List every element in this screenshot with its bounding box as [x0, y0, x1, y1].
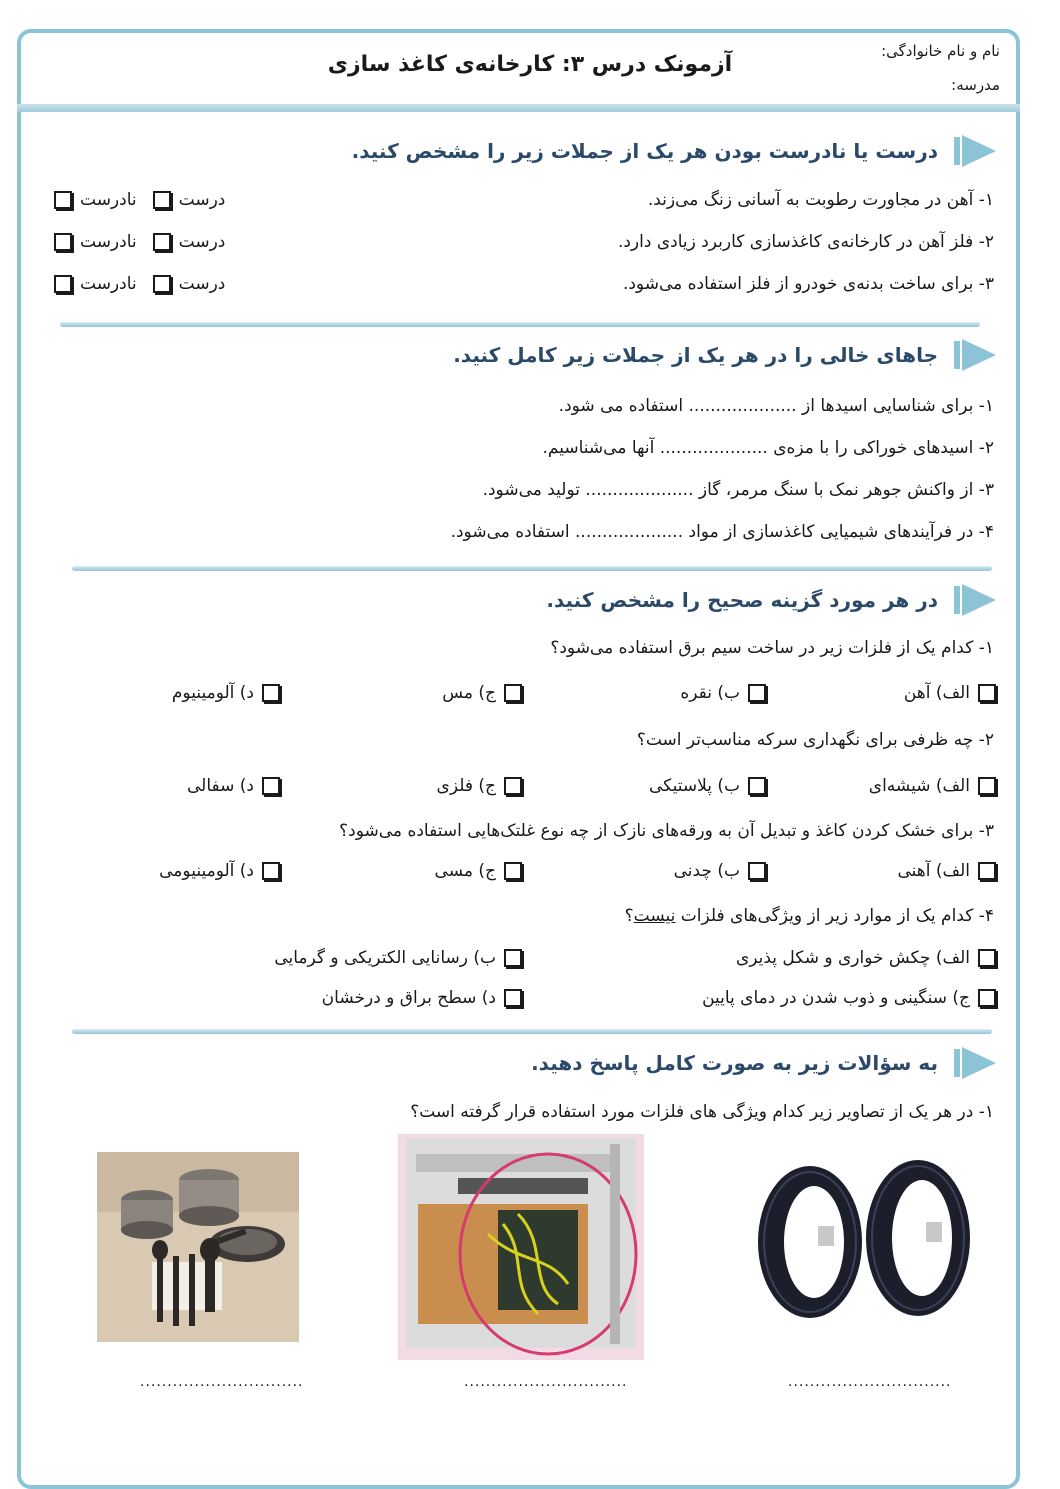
checkbox[interactable]	[504, 684, 522, 702]
mc2-option-d[interactable]: د) سفالی	[187, 776, 280, 796]
false-checkbox-1[interactable]	[54, 191, 72, 209]
checkbox[interactable]	[978, 989, 996, 1007]
section-fill-blank-header	[453, 338, 996, 372]
section-title: در هر مورد گزینه صحیح را مشخص کنید.	[546, 588, 938, 612]
mc-question-3: ۳- برای خشک کردن کاغذ و تبدیل آن به ورقه‌های نازک از چه نوع غلتک‌هایی استفاده می‌شود؟	[339, 821, 994, 841]
cookware-picture	[97, 1152, 299, 1342]
fill-blank-4: ۴- در فرآیندهای شیمیایی کاغذسازی از مواد .................... استفاده می‌شود.	[450, 522, 994, 542]
section-divider	[72, 1029, 992, 1034]
mc1-option-c[interactable]: ج) مس	[442, 683, 522, 703]
tf-statement-3: ۳- برای ساخت بدنه‌ی خودرو از فلز استفاده می‌شود.	[622, 274, 994, 294]
checkbox[interactable]	[262, 862, 280, 880]
checkbox[interactable]	[748, 684, 766, 702]
checkbox[interactable]	[978, 862, 996, 880]
answer-blank-1[interactable]: ..............................	[140, 1374, 304, 1390]
checkbox[interactable]	[748, 777, 766, 795]
section-title: جاهای خالی را در هر یک از جملات زیر کامل کنید.	[453, 343, 938, 367]
page-title: آزمونک درس ۳: کارخانه‌ی کاغذ سازی	[327, 52, 733, 77]
mc4-option-a[interactable]: الف) چکش خواری و شکل پذیری	[736, 948, 996, 968]
mc3-option-c[interactable]: ج) مسی	[435, 861, 522, 881]
section-title: درست یا نادرست بودن هر یک از جملات زیر را مشخص کنید.	[351, 139, 938, 163]
section-descriptive-header	[531, 1046, 996, 1080]
arrow-icon	[952, 1047, 996, 1079]
false-checkbox-2[interactable]	[54, 233, 72, 251]
checkbox[interactable]	[504, 777, 522, 795]
checkbox[interactable]	[978, 949, 996, 967]
mc2-option-b[interactable]: ب) پلاستیکی	[649, 776, 766, 796]
checkbox[interactable]	[504, 862, 522, 880]
mc1-option-d[interactable]: د) آلومینیوم	[172, 683, 280, 703]
checkbox[interactable]	[504, 989, 522, 1007]
mc1-option-b[interactable]: ب) نقره	[680, 683, 766, 703]
true-checkbox-1[interactable]	[153, 191, 171, 209]
mc1-option-a[interactable]: الف) آهن	[904, 683, 996, 703]
section-divider	[60, 322, 980, 327]
mc4-option-c[interactable]: ج) سنگینی و ذوب شدن در دمای پایین	[702, 988, 996, 1008]
false-checkbox-3[interactable]	[54, 275, 72, 293]
arrow-icon	[952, 584, 996, 616]
section-true-false-header	[352, 134, 996, 168]
tf-options-1: درست نادرست	[46, 190, 233, 210]
fill-blank-3: ۳- از واکنش جوهر نمک با سنگ مرمر، گاز .................... تولید می‌شود.	[482, 480, 994, 500]
section-divider	[72, 566, 992, 571]
name-field-label: نام و نام خانوادگی:	[881, 42, 1000, 60]
mc4-option-b[interactable]: ب) رسانایی الکتریکی و گرمایی	[274, 948, 522, 968]
tf-statement-2: ۲- فلز آهن در کارخانه‌ی کاغذسازی کاربرد زیادی دارد.	[617, 232, 994, 252]
mc3-option-a[interactable]: الف) آهنی	[897, 861, 996, 881]
checkbox[interactable]	[978, 684, 996, 702]
arrow-icon	[952, 339, 996, 371]
checkbox[interactable]	[262, 684, 280, 702]
checkbox[interactable]	[978, 777, 996, 795]
header-separator	[17, 104, 1020, 112]
checkbox[interactable]	[748, 862, 766, 880]
tf-options-3: درست نادرست	[46, 274, 233, 294]
checkbox[interactable]	[262, 777, 280, 795]
mc2-option-a[interactable]: الف) شیشه‌ای	[869, 776, 996, 796]
answer-blank-2[interactable]: ..............................	[464, 1374, 628, 1390]
tf-statement-1: ۱- آهن در مجاورت رطوبت به آسانی زنگ می‌زند.	[647, 190, 994, 210]
true-checkbox-2[interactable]	[153, 233, 171, 251]
true-checkbox-3[interactable]	[153, 275, 171, 293]
fill-blank-2: ۲- اسیدهای خوراکی را با مزه‌ی .................... آنها می‌شناسیم.	[542, 438, 994, 458]
mc-question-1: ۱- کدام یک از فلزات زیر در ساخت سیم برق استفاده می‌شود؟	[550, 638, 994, 658]
arrow-icon	[952, 135, 996, 167]
school-field-label: مدرسه:	[951, 76, 1000, 94]
underlined-word: نیست	[633, 906, 676, 926]
section-multiple-choice-header	[546, 583, 996, 617]
mc2-option-c[interactable]: ج) فلزی	[437, 776, 522, 796]
checkbox[interactable]	[504, 949, 522, 967]
electrical-panel-picture	[398, 1134, 644, 1360]
steel-coils-picture	[748, 1152, 988, 1330]
mc3-option-b[interactable]: ب) چدنی	[674, 861, 766, 881]
mc-question-4: ۴- کدام یک از موارد زیر از ویژگی‌های فلزات نیست؟	[624, 906, 994, 926]
fill-blank-1: ۱- برای شناسایی اسیدها از .................... استفاده می شود.	[558, 396, 994, 416]
answer-blank-3[interactable]: ..............................	[788, 1374, 952, 1390]
descriptive-question-1: ۱- در هر یک از تصاویر زیر کدام ویژگی های فلزات مورد استفاده قرار گرفته است؟	[410, 1102, 994, 1122]
tf-options-2: درست نادرست	[46, 232, 233, 252]
mc3-option-d[interactable]: د) آلومینیومی	[159, 861, 280, 881]
mc4-option-d[interactable]: د) سطح براق و درخشان	[322, 988, 522, 1008]
section-title: به سؤالات زیر به صورت کامل پاسخ دهید.	[531, 1051, 938, 1075]
mc-question-2: ۲- چه ظرفی برای نگهداری سرکه مناسب‌تر است؟	[636, 730, 994, 750]
